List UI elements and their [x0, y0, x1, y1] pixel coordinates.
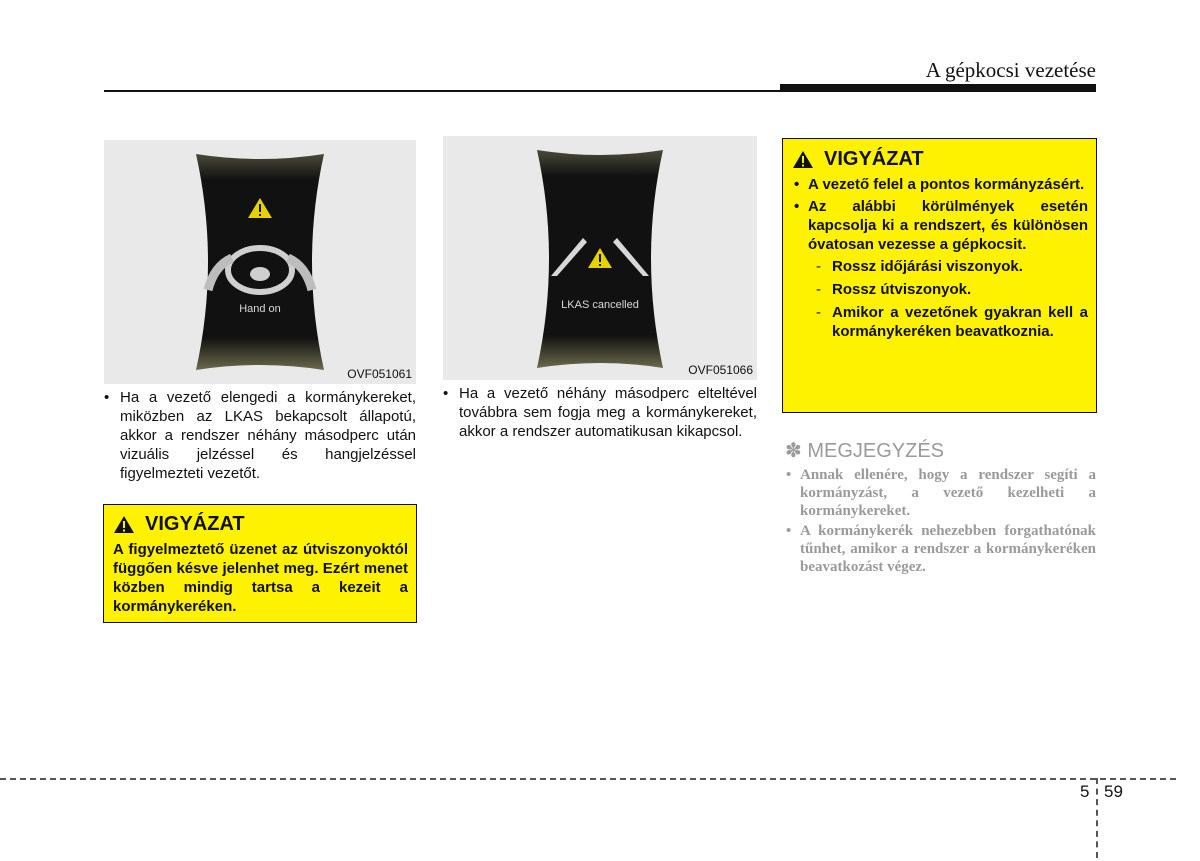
- bullet: •: [786, 467, 792, 483]
- note-item-text: A kormánykerék nehezebben forgathatónak tűnhet, amikor a rendszer a kormánykeréken beavatkozást végez.: [800, 523, 1096, 575]
- sub-list-item: [792, 303, 1088, 341]
- figure-label: OVF051061: [347, 367, 412, 381]
- warning-box-left: [103, 504, 417, 623]
- middle-bullet-paragraph: [443, 384, 757, 441]
- warning-text: A figyelmeztető üzenet az útviszonyoktól függően késve jelenhet meg. Ezért menet közben mindig tartsa a kezeit a kormánykeréken.: [113, 541, 408, 615]
- warning-heading: [792, 148, 1088, 171]
- note-heading: ✽ MEGJEGYZÉS: [785, 440, 945, 462]
- list-item-text: A vezető felel a pontos kormányzásért.: [808, 176, 1085, 193]
- bullet: •: [794, 198, 800, 215]
- sub-list-item-text: Rossz útviszonyok.: [832, 281, 972, 298]
- note-item: [785, 466, 1096, 520]
- sub-list-item: [792, 280, 1088, 299]
- warning-title: VIGYÁZAT: [145, 513, 245, 535]
- list-item: [792, 175, 1088, 194]
- paragraph-text: Ha a vezető elengedi a kormánykereket, miközben az LKAS bekapcsolt állapotú, akkor a rendszer néhány másodperc után vizuális jelzéssel és hangjelzéssel figyelmezteti vezetőt.: [120, 389, 416, 482]
- note-item-text: Annak ellenére, hogy a rendszer segíti a kormányzást, a vezető kezelheti a kormánykereket.: [800, 467, 1096, 519]
- left-bullet-paragraph: [104, 388, 416, 483]
- section-number: 5: [1080, 782, 1090, 801]
- lkas-cancelled-text: LKAS cancelled: [561, 299, 639, 311]
- sub-list-item: [792, 257, 1088, 276]
- footer-vertical-dashed-rule: [1096, 778, 1098, 858]
- bullet: •: [104, 389, 110, 406]
- list-item-text: Az alábbi körülmények esetén kapcsolja ki a rendszert, és különösen óvatosan vezesse a gépkocsit.: [808, 198, 1088, 253]
- list-item: [792, 197, 1088, 254]
- bullet: •: [794, 176, 800, 193]
- bullet: •: [443, 385, 449, 402]
- note-list: [785, 466, 1096, 578]
- dash: -: [816, 258, 821, 275]
- sub-list-item-text: Rossz időjárási viszonyok.: [832, 258, 1023, 275]
- page-header-title: A gépkocsi vezetése: [925, 58, 1096, 82]
- hands-on-cluster-image: [104, 140, 416, 384]
- dash: -: [816, 304, 821, 321]
- figure-lkas-cancelled-display: [443, 136, 757, 380]
- figure-label: OVF051066: [688, 363, 753, 377]
- warning-box-right: [782, 138, 1097, 413]
- bullet: •: [786, 523, 792, 539]
- header-rule-thick: [780, 84, 1096, 92]
- dash: -: [816, 281, 821, 298]
- hand-on-text: Hand on: [239, 303, 281, 315]
- lkas-cancelled-cluster-image: [443, 136, 757, 380]
- warning-heading: [113, 513, 408, 536]
- figure-hands-on-display: [104, 140, 416, 384]
- footer-dashed-rule: [0, 778, 1176, 780]
- note-item: [785, 522, 1096, 576]
- warning-title: VIGYÁZAT: [824, 148, 924, 170]
- page-number: 59: [1104, 782, 1123, 801]
- warning-triangle-icon: [113, 515, 135, 534]
- paragraph-text: Ha a vezető néhány másodperc elteltével továbbra sem fogja meg a kormánykereket, akkor a rendszer automatikusan kikapcsol.: [459, 385, 757, 440]
- condition-list: [792, 257, 1088, 341]
- sub-list-item-text: Amikor a vezetőnek gyakran kell a kormánykeréken beavatkoznia.: [832, 304, 1088, 340]
- warning-list: [792, 175, 1088, 254]
- warning-triangle-icon: [792, 150, 814, 169]
